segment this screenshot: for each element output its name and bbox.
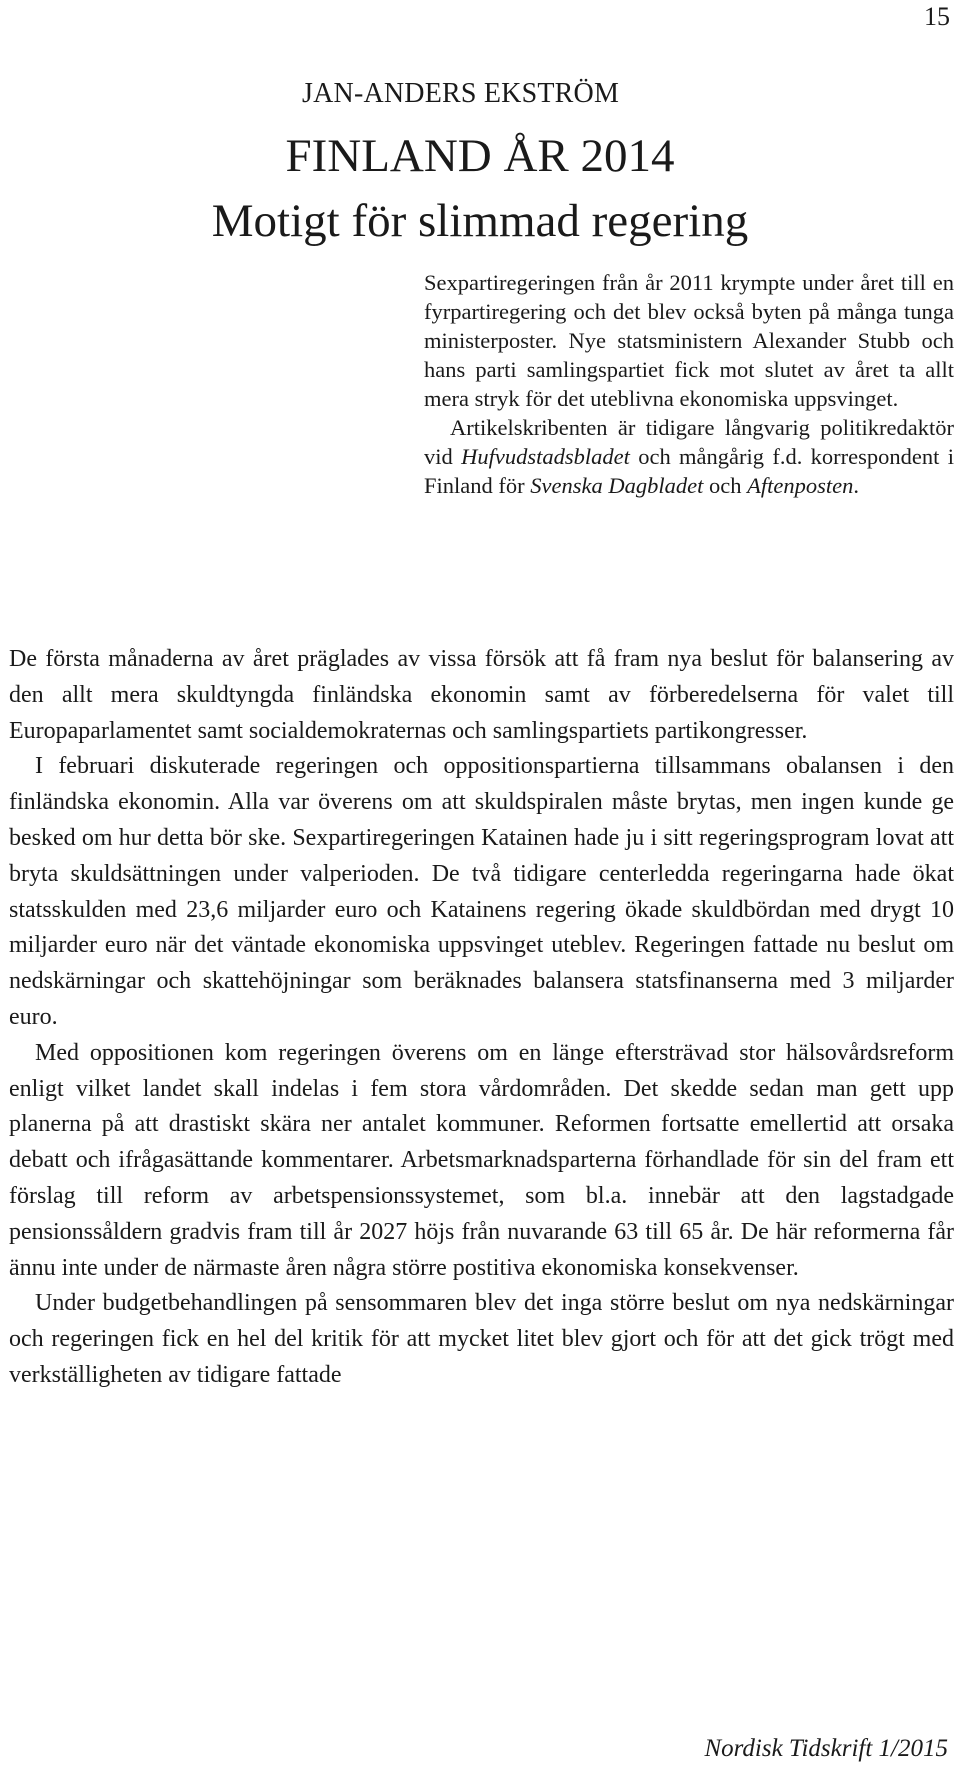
body-paragraph: Under budgetbehandlingen på sensommaren blev det inga större beslut om nya nedskärningar och regeringen fick en hel del kritik för att mycket litet blev gjort och för att det gick trögt med verkställigheten av tidigare fattade	[9, 1290, 954, 1388]
bio-text: .	[853, 473, 859, 498]
author-bio-paragraph	[424, 413, 954, 500]
bio-newspaper-name: Hufvudstadsbladet	[461, 444, 630, 469]
article-title: FINLAND ÅR 2014	[285, 130, 675, 182]
page-number: 15	[924, 2, 950, 31]
bio-text: och	[703, 473, 748, 498]
abstract-paragraph: Sexpartiregeringen från år 2011 krympte under året till en fyrpartiregering och det blev också byten på många tunga ministerposter. Nye statsministern Alexander Stubb och hans parti samlingspartiet fick mot slutet av året ta allt mera stryk för det uteblivna ekonomiska uppsvinget.	[424, 270, 954, 411]
article-body	[9, 642, 954, 1394]
body-paragraph: I februari diskuterade regeringen och oppositionspartierna tillsammans obalansen i den finländska ekonomin. Alla var överens om att skuldspiralen måste brytas, men ingen kunde ge besked om hur detta bör ske. Sexpartiregeringen Katainen hade ju i sitt regeringsprogram lovat att bryta skuldsättningen under valperioden. De två tidigare centerledda regeringarna hade ökat statsskulden med 23,6 miljarder euro och Katainens regering ökade skuldbördan med drygt 10 miljarder euro när det väntade ekonomiska uppsvinget uteblev. Regeringen fattade nu beslut om nedskärningar och skattehöjningar som beräknades balansera statsfinanserna med 3 miljarder euro.	[9, 753, 954, 1030]
body-paragraph: De första månaderna av året präglades av vissa försök att få fram nya beslut för balansering av den allt mera skuldtyngda finländska ekonomin samt av förberedelserna för valet till Europaparlamentet samt socialdemokraternas och samlingspartiets partikongresser.	[9, 646, 954, 744]
bio-newspaper-name: Aftenposten	[747, 473, 854, 498]
bio-newspaper-name: Svenska Dagbladet	[530, 473, 704, 498]
author-name: JAN-ANDERS EKSTRÖM	[302, 78, 620, 109]
journal-footer: Nordisk Tidskrift 1/2015	[704, 1735, 948, 1762]
article-subtitle: Motigt för slimmad regering	[211, 195, 749, 247]
article-abstract	[424, 268, 954, 500]
bio-text: Artikelskribenten är tidigare långvarig politikredaktör vid	[424, 415, 954, 469]
bio-text: och mångårig f.d. korrespondent i Finland för	[424, 444, 954, 498]
body-paragraph: Med oppositionen kom regeringen överens om en länge eftersträvad stor hälsovårdsreform enligt vilket landet skall indelas i fem stora vårdområden. Det skedde sedan man gett upp planerna på att drastiskt skära ner antalet kommuner. Reformen fortsatte emellertid att orsaka debatt och ifrågasättande kommentarer. Arbetsmarknadsparterna förhandlade för sin del fram ett förslag till reform av arbetspensionssystemet, som bl.a. innebär att den lagstadgade pensionssåldern gradvis fram till år 2027 höjs från nuvarande 63 till 65 år. De här reformerna får ännu inte under de närmaste åren några större postitiva ekonomiska konsekvenser.	[9, 1039, 954, 1281]
